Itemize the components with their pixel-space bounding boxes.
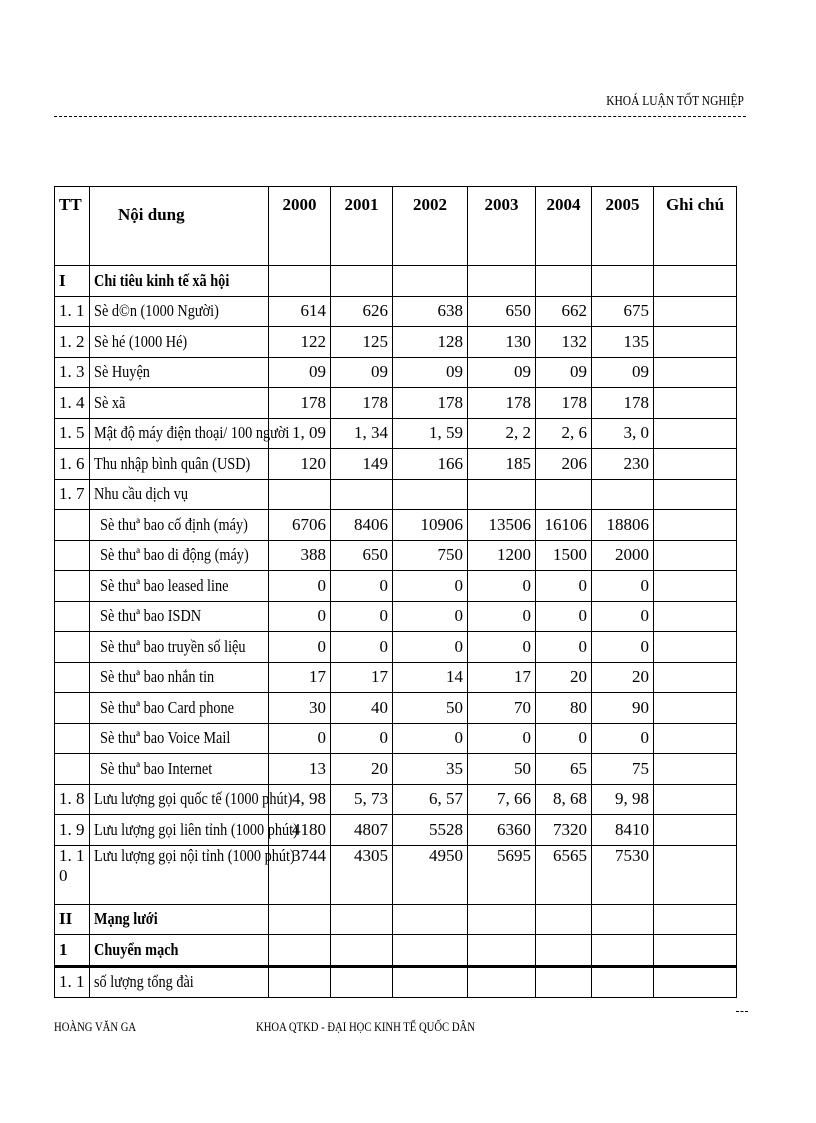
note-cell	[654, 815, 737, 846]
table-row	[55, 935, 737, 967]
value-cell	[269, 266, 331, 297]
col-header-year: 2000	[269, 187, 331, 266]
value-cell: 0	[393, 632, 468, 663]
note-cell	[654, 601, 737, 632]
col-header-year: 2001	[331, 187, 393, 266]
table-row	[55, 845, 737, 904]
table-row	[55, 601, 737, 632]
value-cell: 650	[468, 296, 536, 327]
value-cell: 230	[592, 449, 654, 480]
value-cell: 2, 2	[468, 418, 536, 449]
value-cell	[393, 935, 468, 967]
row-label	[90, 266, 269, 297]
row-label-text: Sè thuª bao cố định (máy)	[100, 514, 248, 534]
value-cell: 1200	[468, 540, 536, 571]
value-cell: 0	[269, 601, 331, 632]
value-cell: 0	[536, 632, 592, 663]
value-cell: 0	[536, 723, 592, 754]
value-cell: 09	[592, 357, 654, 388]
row-label-text: Sè thuª bao di động (máy)	[100, 545, 249, 565]
value-cell	[331, 904, 393, 935]
row-number: 1. 7	[55, 479, 90, 510]
note-cell	[654, 327, 737, 358]
col-header-tt: TT	[55, 187, 90, 266]
value-cell: 14	[393, 662, 468, 693]
col-header-year: 2002	[393, 187, 468, 266]
value-cell: 132	[536, 327, 592, 358]
value-cell: 13	[269, 754, 331, 785]
row-number	[55, 540, 90, 571]
row-number: 1	[55, 935, 90, 967]
value-cell: 80	[536, 693, 592, 724]
value-cell: 0	[592, 632, 654, 663]
row-number: 1. 2	[55, 327, 90, 358]
value-cell: 8406	[331, 510, 393, 541]
note-cell	[654, 296, 737, 327]
table-row	[55, 510, 737, 541]
value-cell	[592, 904, 654, 935]
row-label-text: Thu nhập bình quân (USD)	[94, 453, 251, 473]
note-cell	[654, 418, 737, 449]
row-number	[55, 632, 90, 663]
col-header-content-label: Nội dung	[118, 205, 185, 224]
value-cell: 0	[468, 601, 536, 632]
col-header-year: 2004	[536, 187, 592, 266]
table-row	[55, 632, 737, 663]
value-cell: 18806	[592, 510, 654, 541]
value-cell: 0	[269, 723, 331, 754]
note-cell	[654, 754, 737, 785]
row-number	[55, 662, 90, 693]
value-cell: 1, 34	[331, 418, 393, 449]
row-label	[90, 540, 269, 571]
table-row	[55, 815, 737, 846]
value-cell: 0	[331, 601, 393, 632]
value-cell: 388	[269, 540, 331, 571]
value-cell: 0	[536, 571, 592, 602]
value-cell: 662	[536, 296, 592, 327]
row-number	[55, 510, 90, 541]
note-cell	[654, 357, 737, 388]
value-cell	[592, 966, 654, 998]
row-number	[55, 601, 90, 632]
table-row	[55, 388, 737, 419]
value-cell: 128	[393, 327, 468, 358]
value-cell: 0	[468, 571, 536, 602]
table-row	[55, 327, 737, 358]
value-cell: 3744	[269, 845, 331, 904]
note-cell	[654, 388, 737, 419]
row-number: 1. 5	[55, 418, 90, 449]
table-row	[55, 540, 737, 571]
value-cell: 90	[592, 693, 654, 724]
value-cell: 5528	[393, 815, 468, 846]
row-number: 1. 8	[55, 784, 90, 815]
value-cell: 4, 98	[269, 784, 331, 815]
row-label-text: Nhu cầu dịch vụ	[94, 484, 188, 504]
table-row	[55, 296, 737, 327]
value-cell: 20	[331, 754, 393, 785]
value-cell: 5, 73	[331, 784, 393, 815]
note-cell	[654, 479, 737, 510]
row-number: 1. 3	[55, 357, 90, 388]
row-number: 1. 1	[55, 966, 90, 998]
table-row	[55, 418, 737, 449]
value-cell	[536, 479, 592, 510]
value-cell: 125	[331, 327, 393, 358]
value-cell: 0	[592, 601, 654, 632]
row-label-text: Sè thuª bao leased line	[100, 575, 229, 595]
row-number	[55, 693, 90, 724]
row-label	[90, 327, 269, 358]
row-label	[90, 479, 269, 510]
row-number: 1. 1	[55, 296, 90, 327]
value-cell: 0	[393, 723, 468, 754]
value-cell: 0	[468, 632, 536, 663]
table-row	[55, 784, 737, 815]
value-cell: 7530	[592, 845, 654, 904]
value-cell: 4180	[269, 815, 331, 846]
value-cell: 0	[536, 601, 592, 632]
row-label-text: Sè thuª bao nhắn tin	[100, 667, 215, 687]
value-cell: 16106	[536, 510, 592, 541]
note-cell	[654, 723, 737, 754]
row-label	[90, 784, 293, 815]
table-row	[55, 966, 737, 998]
value-cell: 30	[269, 693, 331, 724]
value-cell: 120	[269, 449, 331, 480]
row-label-text: Sè Huyện	[94, 362, 150, 382]
table-row	[55, 693, 737, 724]
value-cell: 178	[269, 388, 331, 419]
value-cell: 40	[331, 693, 393, 724]
value-cell: 50	[468, 754, 536, 785]
value-cell: 0	[269, 571, 331, 602]
row-number: 1. 10	[55, 845, 90, 904]
indicator-table	[54, 186, 737, 998]
row-number: II	[55, 904, 90, 935]
footer-institution: KHOA QTKD - ĐẠI HỌC KINH TẾ QUỐC DÂN	[256, 1019, 475, 1034]
row-label-text: Sè thuª bao ISDN	[100, 606, 202, 626]
value-cell: 7, 66	[468, 784, 536, 815]
value-cell	[468, 479, 536, 510]
table-row	[55, 449, 737, 480]
value-cell	[592, 266, 654, 297]
value-cell: 17	[468, 662, 536, 693]
table-row	[55, 723, 737, 754]
row-label	[90, 815, 298, 846]
row-label-text: Chỉ tiêu kinh tế xã hội	[94, 270, 230, 290]
value-cell: 0	[468, 723, 536, 754]
row-label-text: Sè thuª bao truyền số liệu	[100, 636, 246, 656]
row-label-text: Sè thuª bao Voice Mail	[100, 728, 231, 748]
value-cell: 6565	[536, 845, 592, 904]
header-divider	[54, 116, 746, 117]
table-row	[55, 754, 737, 785]
value-cell: 35	[393, 754, 468, 785]
value-cell: 17	[269, 662, 331, 693]
value-cell: 638	[393, 296, 468, 327]
col-header-content	[90, 187, 269, 266]
value-cell: 1500	[536, 540, 592, 571]
note-cell	[654, 693, 737, 724]
col-header-year: 2003	[468, 187, 536, 266]
value-cell: 149	[331, 449, 393, 480]
row-label-text: Sè thuª bao Card phone	[100, 697, 235, 717]
value-cell	[269, 935, 331, 967]
row-number: 1. 6	[55, 449, 90, 480]
value-cell: 2, 6	[536, 418, 592, 449]
value-cell: 178	[393, 388, 468, 419]
row-label	[90, 632, 269, 663]
footer-divider	[736, 1011, 748, 1012]
row-label	[90, 935, 269, 967]
col-header-note: Ghi chú	[654, 187, 737, 266]
col-header-year: 2005	[592, 187, 654, 266]
value-cell: 206	[536, 449, 592, 480]
row-number	[55, 754, 90, 785]
value-cell: 09	[468, 357, 536, 388]
table-row	[55, 357, 737, 388]
value-cell	[592, 479, 654, 510]
row-label-text: Sè thuª bao Internet	[100, 758, 213, 778]
value-cell: 17	[331, 662, 393, 693]
row-number: I	[55, 266, 90, 297]
value-cell: 166	[393, 449, 468, 480]
note-cell	[654, 449, 737, 480]
row-label	[90, 662, 269, 693]
value-cell: 750	[393, 540, 468, 571]
value-cell: 0	[331, 632, 393, 663]
note-cell	[654, 904, 737, 935]
value-cell: 4305	[331, 845, 393, 904]
value-cell	[269, 479, 331, 510]
value-cell: 2000	[592, 540, 654, 571]
row-label	[90, 571, 269, 602]
value-cell	[393, 966, 468, 998]
value-cell: 09	[536, 357, 592, 388]
value-cell: 09	[393, 357, 468, 388]
value-cell: 0	[331, 723, 393, 754]
value-cell: 185	[468, 449, 536, 480]
row-label-text: số lượng tổng đài	[94, 972, 194, 992]
row-number	[55, 723, 90, 754]
value-cell	[468, 904, 536, 935]
value-cell	[331, 935, 393, 967]
value-cell	[468, 966, 536, 998]
note-cell	[654, 935, 737, 967]
row-number: 1. 4	[55, 388, 90, 419]
value-cell: 6706	[269, 510, 331, 541]
value-cell	[393, 904, 468, 935]
value-cell	[468, 266, 536, 297]
note-cell	[654, 510, 737, 541]
row-label-text: Mạng lưới	[94, 909, 158, 929]
page-header-title: KHOÁ LUẬN TỐT NGHIỆP	[606, 94, 744, 109]
value-cell: 0	[269, 632, 331, 663]
value-cell: 4807	[331, 815, 393, 846]
value-cell: 7320	[536, 815, 592, 846]
footer-author: HOÀNG VĂN GA	[54, 1019, 137, 1034]
note-cell	[654, 784, 737, 815]
value-cell: 626	[331, 296, 393, 327]
value-cell	[536, 966, 592, 998]
value-cell	[592, 935, 654, 967]
value-cell: 135	[592, 327, 654, 358]
value-cell: 675	[592, 296, 654, 327]
value-cell: 9, 98	[592, 784, 654, 815]
note-cell	[654, 540, 737, 571]
row-label	[90, 754, 269, 785]
value-cell: 4950	[393, 845, 468, 904]
row-label	[90, 418, 290, 449]
value-cell: 5695	[468, 845, 536, 904]
note-cell	[654, 571, 737, 602]
row-label	[90, 845, 295, 904]
value-cell	[269, 904, 331, 935]
row-label-text: Lưu lượng gọi liên tỉnh (1000 phút)	[94, 819, 298, 839]
value-cell: 0	[331, 571, 393, 602]
row-label	[90, 966, 269, 998]
row-label-text: Sè xã	[94, 392, 126, 412]
value-cell: 75	[592, 754, 654, 785]
value-cell: 13506	[468, 510, 536, 541]
row-label	[90, 449, 269, 480]
value-cell: 178	[468, 388, 536, 419]
value-cell: 8410	[592, 815, 654, 846]
value-cell: 65	[536, 754, 592, 785]
value-cell: 10906	[393, 510, 468, 541]
row-label-text: Sè hé (1000 Hé)	[94, 331, 188, 351]
note-cell	[654, 966, 737, 998]
row-number	[55, 571, 90, 602]
row-label	[90, 693, 269, 724]
value-cell: 614	[269, 296, 331, 327]
value-cell: 20	[592, 662, 654, 693]
value-cell	[468, 935, 536, 967]
value-cell: 20	[536, 662, 592, 693]
value-cell: 09	[331, 357, 393, 388]
row-label	[90, 296, 269, 327]
value-cell: 122	[269, 327, 331, 358]
note-cell	[654, 632, 737, 663]
value-cell	[269, 966, 331, 998]
value-cell: 70	[468, 693, 536, 724]
value-cell: 09	[269, 357, 331, 388]
value-cell	[331, 966, 393, 998]
row-label-text: Sè d©n (1000 Người)	[94, 301, 219, 321]
value-cell: 6, 57	[393, 784, 468, 815]
value-cell: 8, 68	[536, 784, 592, 815]
table-header-row	[55, 187, 737, 266]
row-label-text: Lưu lượng gọi nội tỉnh (1000 phút)	[94, 845, 295, 865]
table-row	[55, 479, 737, 510]
row-label-text: Mật độ máy điện thoại/ 100 người	[94, 423, 290, 443]
row-label-text: Lưu lượng gọi quốc tế (1000 phút)	[94, 789, 293, 809]
value-cell: 0	[393, 601, 468, 632]
row-label	[90, 601, 269, 632]
value-cell	[331, 266, 393, 297]
row-label	[90, 388, 269, 419]
table-row	[55, 662, 737, 693]
value-cell: 178	[592, 388, 654, 419]
table-row	[55, 266, 737, 297]
value-cell: 1, 59	[393, 418, 468, 449]
value-cell	[393, 479, 468, 510]
value-cell	[331, 479, 393, 510]
row-label-text: Chuyển mạch	[94, 939, 179, 959]
note-cell	[654, 266, 737, 297]
note-cell	[654, 662, 737, 693]
table-row	[55, 571, 737, 602]
value-cell	[536, 904, 592, 935]
row-label	[90, 510, 269, 541]
value-cell: 0	[393, 571, 468, 602]
value-cell: 0	[592, 571, 654, 602]
value-cell	[536, 935, 592, 967]
value-cell	[536, 266, 592, 297]
row-label	[90, 357, 269, 388]
note-cell	[654, 845, 737, 904]
value-cell: 3, 0	[592, 418, 654, 449]
row-label	[90, 723, 269, 754]
row-number: 1. 9	[55, 815, 90, 846]
value-cell: 6360	[468, 815, 536, 846]
value-cell: 0	[592, 723, 654, 754]
value-cell: 1, 09	[269, 418, 331, 449]
value-cell: 178	[331, 388, 393, 419]
value-cell: 178	[536, 388, 592, 419]
row-label	[90, 904, 269, 935]
value-cell	[393, 266, 468, 297]
value-cell: 650	[331, 540, 393, 571]
value-cell: 130	[468, 327, 536, 358]
table-row	[55, 904, 737, 935]
value-cell: 50	[393, 693, 468, 724]
